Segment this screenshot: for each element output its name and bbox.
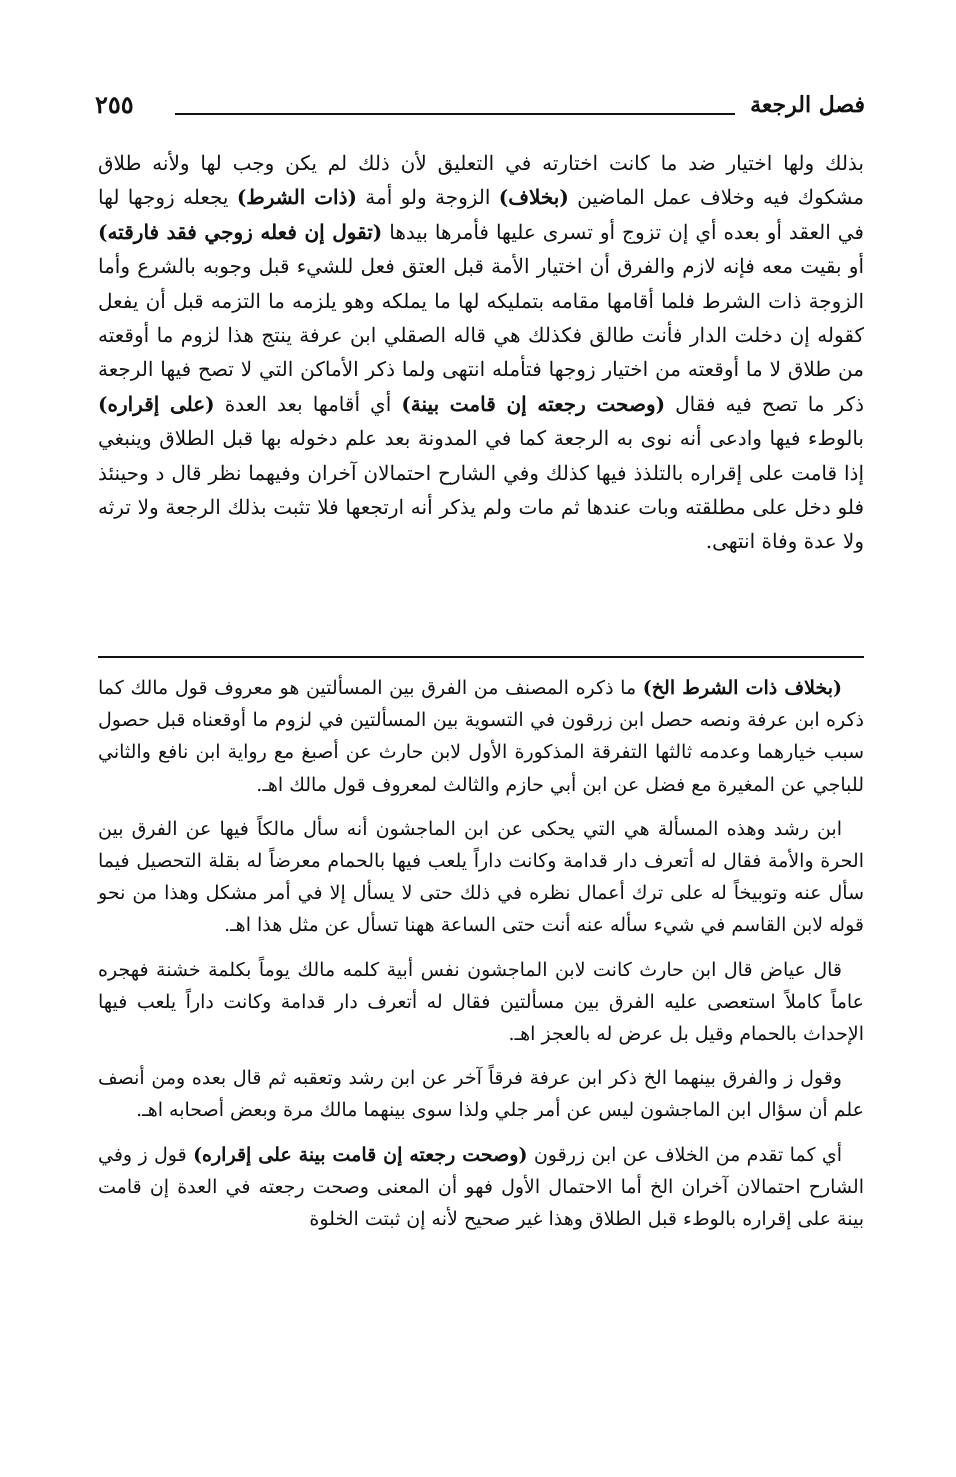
main-text: [98, 146, 864, 559]
commentary-paragraph: [98, 1062, 864, 1126]
main-text-segment: الزوجة ولو أمة: [365, 185, 491, 210]
main-text-segment: أي أقامها بعد العدة: [224, 391, 392, 416]
commentary-text: قال عياض قال ابن حارث كانت لابن الماجشون نفس أبية كلمه مالك يوماً بكلمة خشنة فهجره عاماً كاملاً استعصى عليه الفرق بين مسألتين فقال له أتعرف دار قدامة وكانت داراً يلعب فيها الإحداث بالحمام وقيل بل عرض له بالعجز اهـ.: [98, 958, 864, 1046]
page-number: ٢٥٥: [95, 90, 134, 119]
commentary-text: قول ز وفي الشارح احتمالان آخران الخ أما الاحتمال الأول فهو أن المعنى وصحت رجعته في العدة إن قامت بينة على إقراره بالوطء قبل الطلاق وهذا غير صحيح لأنه إن ثبتت الخلوة: [98, 1143, 864, 1231]
commentary-paragraph: [98, 1139, 864, 1236]
commentary-paragraph: [98, 813, 864, 942]
lemma-ala-iqrarih: (على إقراره): [98, 391, 215, 416]
lemma-dhat-alshart: (ذات الشرط): [236, 185, 357, 210]
lemma-bikhilaf: (بخلاف): [498, 185, 569, 210]
commentary-text: أي كما تقدم من الخلاف عن ابن زرقون: [533, 1143, 842, 1166]
running-header: [95, 88, 865, 128]
main-text-segment: يجعله زوجها لها في العقد أو بعده أي إن تزوج أو تسرى عليها فأمرها بيدها: [98, 185, 864, 244]
main-text-segment: أو بقيت معه فإنه لازم والفرق أن اختيار الأمة قبل العتق فعل للشيء قبل وجوبه بالشرع وأما الزوجة ذات الشرط فلما أقامها مقامه بتمليكه لها ما يملكه وهو يلزمه ما التزمه قبل أن يفعل كقوله إن دخلت الدار فأنت طالق فكذلك هي قاله الصقلي ابن عرفة ينتج هذا لزوم ما أوقعته من طلاق لا ما أوقعته من اختيار زوجها فتأمله انتهى ولما ذكر الأماكن التي لا تصح فيها الرجعة ذكر ما تصح فيه فقال: [98, 254, 865, 416]
main-text-segment: بالوطء فيها وادعى أنه نوى به الرجعة كما في المدونة بعد علم دخوله بها قبل الطلاق وينبغي إذا قامت على إقراره بالتلذذ فيها كذلك وفي الشارح احتمالان آخران وفيهما نظر قال د وحينئذ فلو دخل على مطلقته وبات عندها ثم مات ولم يذكر أنه ارتجعها فلا تثبت بذلك الرجعة ولا ترثه ولا عدة وفاة انتهى.: [98, 426, 864, 554]
commentary-paragraph: [98, 954, 864, 1051]
commentary: [98, 672, 864, 1247]
main-text-segment: بذلك ولها اختيار ضد ما كانت اختارته في التعليق لأن ذلك لم يكن وجب لها ولأنه طلاق مشكوك فيه وخلاف عمل الماضين: [98, 151, 865, 210]
main-paragraph: [98, 146, 864, 559]
footnote-divider: [98, 656, 864, 658]
commentary-text: وقول ز والفرق بينهما الخ ذكر ابن عرفة فرقاً آخر عن ابن رشد وتعقبه ثم قال بعده ومن أنصف علم أن سؤال ابن الماجشون ليس عن أمر جلي ولذا سوى بينهما مالك مرة وبعض أصحابه اهـ.: [98, 1067, 864, 1122]
commentary-lemma: (بخلاف ذات الشرط الخ): [642, 677, 842, 699]
commentary-text: ابن رشد وهذه المسألة هي التي يحكى عن ابن الماجشون أنه سأل مالكاً فيها عن الفرق بين الحرة والأمة فقال له أتعرف دار قدامة وكانت داراً يلعب فيها بالحمام معرضاً له بقلة التحصيل فيما سأل عنه وتوبيخاً له على ترك أعمال نظره في ذلك حتى لا يسأل إلا في أمر مشكل وهذا من نحو قوله لابن القاسم في شيء سأله عنه أنت حتى الساعة ههنا تسأل عن مثل هذا اهـ.: [98, 817, 864, 937]
chapter-title: فصل الرجعة: [750, 92, 865, 118]
lemma-sahhat-rajatuh: (وصحت رجعته إن قامت بينة): [401, 391, 666, 416]
commentary-text: ما ذكره المصنف من الفرق بين المسألتين هو معروف قول مالك كما ذكره ابن عرفة ونصه حصل ابن زرقون في التسوية بين المسألتين في لزوم ما أوقعناه قبل حصول سبب خيارهما وعدمه ثالثها التفرقة المذكورة الأول لابن حارث عن أصبغ مع رواية ابن نافع والثاني للباجي عن المغيرة مع فضل عن ابن أبي حازم والثالث لمعروف قول مالك اهـ.: [98, 677, 864, 796]
header-rule: [175, 113, 735, 115]
commentary-lemma: (وصحت رجعته إن قامت بينة على إقراره): [193, 1143, 528, 1166]
lemma-taqul: (تقول إن فعله زوجي فقد فارقته): [98, 219, 383, 244]
commentary-paragraph: [98, 672, 864, 801]
